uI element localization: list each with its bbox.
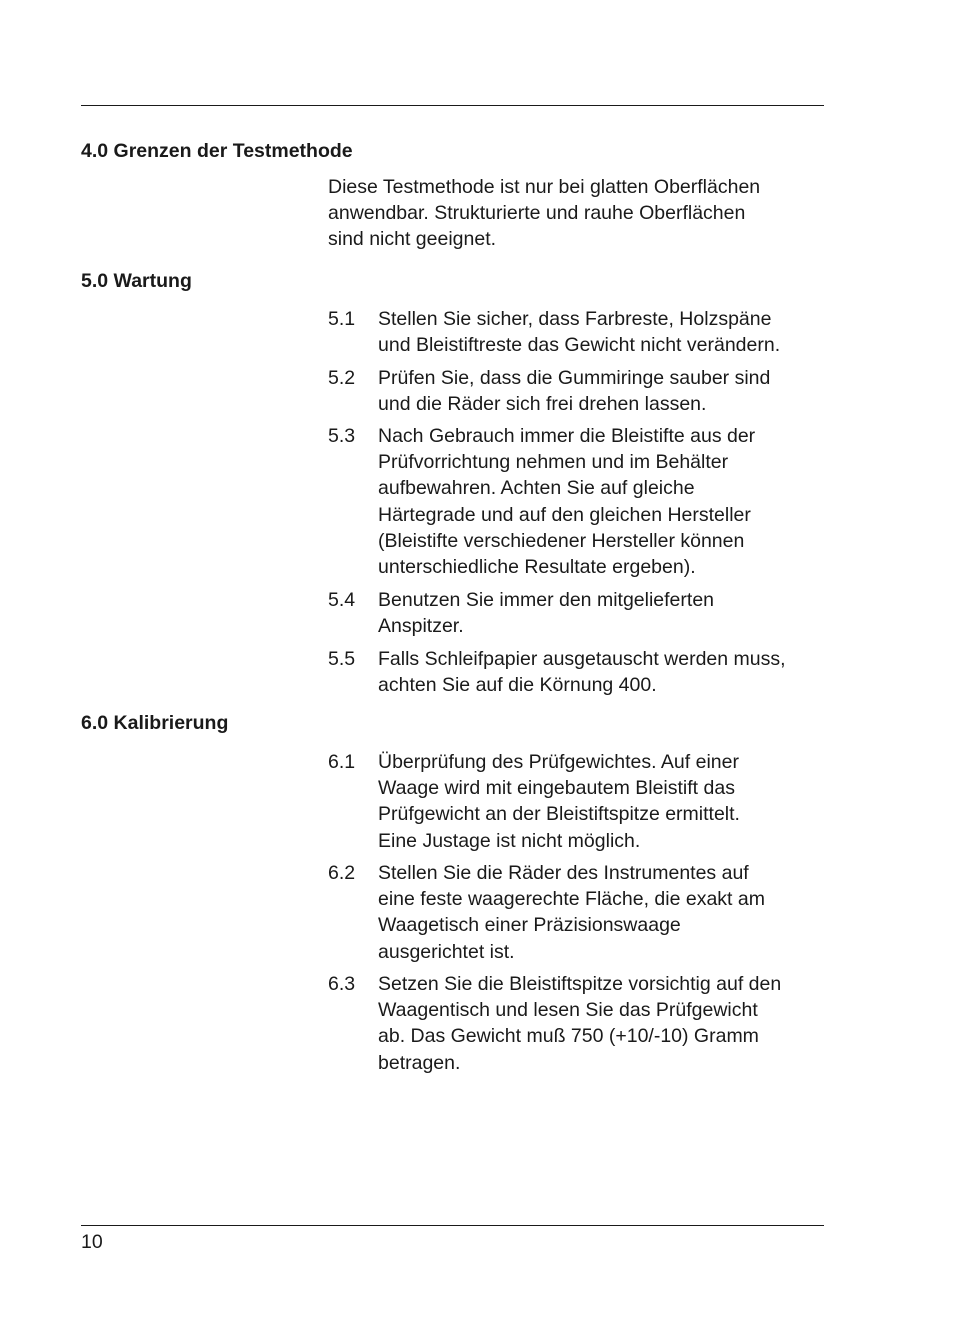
item-number: 6.1 <box>328 751 356 773</box>
item-line: Prüfgewicht an der Bleistiftspitze ermittelt. <box>378 803 740 826</box>
item-number: 6.2 <box>328 862 356 884</box>
item-line: Setzen Sie die Bleistiftspitze vorsichtig auf den <box>378 973 782 995</box>
bottom-rule <box>81 1225 824 1226</box>
item-line: ausgerichtet ist. <box>378 940 515 963</box>
item-line: unterschiedliche Resultate ergeben). <box>378 556 696 579</box>
section-4-paragraph <box>328 174 828 253</box>
item-line: Waagetisch einer Präzisionswaage <box>378 914 681 937</box>
item-line: Härtegrade und auf den gleichen Hersteller <box>378 503 751 526</box>
item-line: Eine Justage ist nicht möglich. <box>378 829 641 852</box>
item-text <box>378 365 770 417</box>
section-heading-4: 4.0 Grenzen der Testmethode <box>81 140 353 162</box>
item-line: Benutzen Sie immer den mitgelieferten <box>378 589 715 611</box>
item-line: aufbewahren. Achten Sie auf gleiche <box>378 477 695 500</box>
item-text <box>378 423 755 580</box>
item-number: 6.3 <box>328 973 356 995</box>
item-line: Stellen Sie sicher, dass Farbreste, Holzspäne <box>378 308 772 330</box>
item-line: Falls Schleifpapier ausgetauscht werden muss, <box>378 648 786 670</box>
item-line: Überprüfung des Prüfgewichtes. Auf einer <box>378 751 739 773</box>
top-rule <box>81 105 824 106</box>
item-text <box>378 306 780 358</box>
page-number: 10 <box>81 1231 103 1253</box>
item-text <box>378 587 714 639</box>
item-line: eine feste waagerechte Fläche, die exakt am <box>378 888 765 911</box>
item-line: Nach Gebrauch immer die Bleistifte aus der <box>378 425 756 447</box>
item-line: betragen. <box>378 1051 461 1074</box>
item-line: Stellen Sie die Räder des Instrumentes auf <box>378 862 749 884</box>
item-text <box>378 860 765 965</box>
section-heading-5: 5.0 Wartung <box>81 270 192 292</box>
item-line: ab. Das Gewicht muß 750 (+10/-10) Gramm <box>378 1025 759 1048</box>
item-number: 5.3 <box>328 425 356 447</box>
item-line: Prüfvorrichtung nehmen und im Behälter <box>378 451 729 474</box>
item-line: (Bleistifte verschiedener Hersteller können <box>378 529 745 552</box>
item-number: 5.4 <box>328 589 356 611</box>
item-text <box>378 646 786 698</box>
item-line: Waage wird mit eingebautem Bleistift das <box>378 777 735 800</box>
item-text <box>378 749 740 854</box>
paragraph-line: sind nicht geeignet. <box>328 228 497 251</box>
item-number: 5.5 <box>328 648 356 670</box>
item-number: 5.1 <box>328 308 356 330</box>
item-number: 5.2 <box>328 367 356 389</box>
item-line: Anspitzer. <box>378 615 464 638</box>
paragraph-line: anwendbar. Strukturierte und rauhe Oberflächen <box>328 202 746 225</box>
item-text <box>378 971 781 1076</box>
item-line: und Bleistiftreste das Gewicht nicht verändern. <box>378 334 781 357</box>
item-line: Prüfen Sie, dass die Gummiringe sauber sind <box>378 367 771 389</box>
item-line: achten Sie auf die Körnung 400. <box>378 674 657 697</box>
item-line: und die Räder sich frei drehen lassen. <box>378 393 707 416</box>
item-line: Waagentisch und lesen Sie das Prüfgewicht <box>378 999 758 1022</box>
section-heading-6: 6.0 Kalibrierung <box>81 712 229 734</box>
paragraph-line: Diese Testmethode ist nur bei glatten Oberflächen <box>328 176 761 198</box>
